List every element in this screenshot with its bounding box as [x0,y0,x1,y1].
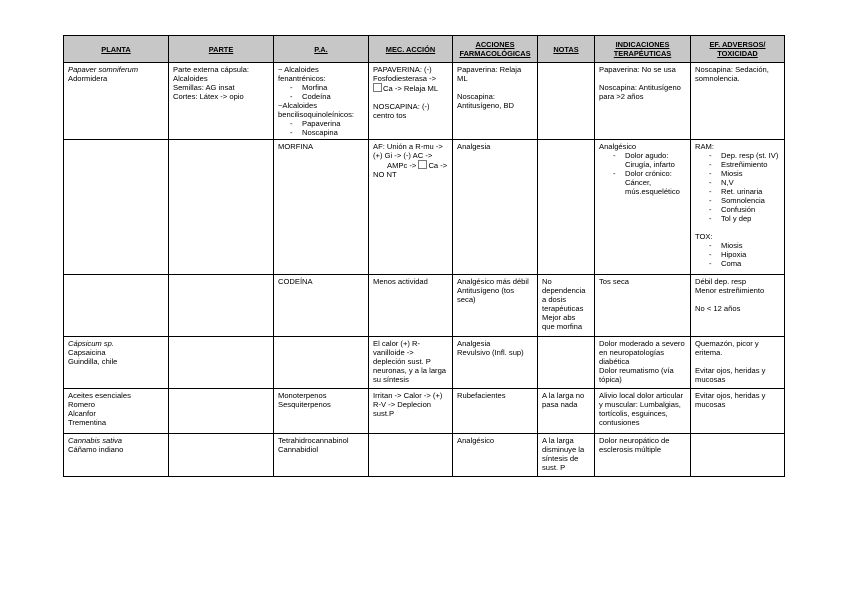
ind-text: Alivio local dolor articular y muscular: Lumbalgias, tortícolis, esguinces, contusiones [599,391,683,427]
cell-ef-adversos [691,337,785,389]
cell-acciones [453,63,538,140]
tox-heading: TOX: [695,232,713,241]
ind-text: Dolor reumatismo (vía tópica) [599,366,674,384]
ef-text: No < 12 años [695,304,741,313]
cell-parte [169,275,274,337]
ef-text: Evitar ojos, heridas y mucosas [695,391,766,409]
cell-ef-adversos [691,275,785,337]
cell-parte [169,389,274,434]
header-parte: PARTE [169,36,274,63]
cell-parte [169,140,274,275]
acc-text: Analgésico [457,436,495,445]
header-indicaciones: INDICACIONES TERAPÉUTICAS [595,36,691,63]
ef-text: Quemazón, picor y eritema. [695,339,759,357]
notas-text: Mejor abs que morfina [542,313,583,331]
cell-indicaciones [595,389,691,434]
species-name: Cápsicum sp. [68,339,115,348]
species-name: Cannabis sativa [68,436,123,445]
cell-mec [369,434,453,477]
pa-list [278,119,364,137]
table-row [64,434,785,477]
ef-text: Evitar ojos, heridas y mucosas [695,366,766,384]
list-item: - Noscapina [290,128,364,137]
ind-heading: Analgésico [599,142,637,151]
ef-text: Débil dep. resp [695,277,747,286]
table-row [64,63,785,140]
pa-text: Tetrahidrocannabinol [278,436,349,445]
mec-text-line [373,160,448,170]
list-item: - Codeína [290,92,364,101]
mec-text: NOSCAPINA: (-) centro tos [373,102,430,120]
cell-mec [369,140,453,275]
list-item: - Estreñimiento [709,160,780,169]
header-notas: NOTAS [538,36,595,63]
common-name: Adormidera [68,74,108,83]
cell-indicaciones [595,140,691,275]
pa-text: Sesquiterpenos [278,400,331,409]
cell-indicaciones [595,275,691,337]
mec-text: AF: Unión a R-mu -> [373,142,443,151]
mec-text: Menos actividad [373,277,428,286]
ef-text: Noscapina: Sedación, somnolencia. [695,65,769,83]
parte-line: Semillas: AG insat [173,83,235,92]
acc-text: Revulsivo (Infl. sup) [457,348,524,357]
pa-text: Cannabidiol [278,445,319,454]
cell-indicaciones [595,63,691,140]
list-item: - Tol y dep [709,214,780,223]
acc-text: Noscapina: Antitusígeno, BD [457,92,514,110]
table-row [64,140,785,275]
ram-heading: RAM: [695,142,714,151]
cell-notas [538,63,595,140]
cell-planta [64,63,169,140]
cell-pa [274,389,369,434]
header-ef-adversos: EF. ADVERSOS/ TOXICIDAD [691,36,785,63]
ef-text: Menor estreñimiento [695,286,765,295]
header-pa: P.A. [274,36,369,63]
ind-text: Noscapina: Antitusígeno para >2 años [599,83,681,101]
cell-notas [538,337,595,389]
cell-indicaciones [595,434,691,477]
acc-text: Analgesia [457,339,491,348]
cell-notas [538,434,595,477]
parte-line: Alcaloides [173,74,208,83]
mec-text: PAPAVERINA: (-) Fosfodiesterasa -> [373,65,437,83]
ind-text: Dolor moderado a severo en neuropatologías diabética [599,339,685,366]
list-item: - Ret. urinaria [709,187,780,196]
common-name: Capsaicina [68,348,106,357]
table-row [64,275,785,337]
species-name: Papaver somniferum [68,65,139,74]
cell-acciones [453,434,538,477]
cell-mec [369,337,453,389]
acc-text: Analgesia [457,142,491,151]
mec-text: NO NT [373,170,397,179]
cell-planta [64,337,169,389]
acc-text: Analgésico más débil Antitusígeno (tos seca) [457,277,529,304]
notas-text: A la larga no pasa nada [542,391,585,409]
pa-text: Monoterpenos [278,391,327,400]
notas-text: A la larga disminuye la síntesis de sust. P [542,436,585,472]
header-row [64,36,785,63]
pa-text: CODEÍNA [278,277,313,286]
cell-notas [538,389,595,434]
cell-ef-adversos [691,434,785,477]
parte-line: Parte externa cápsula: [173,65,249,74]
missing-glyph-icon [373,83,382,92]
cell-mec [369,389,453,434]
header-acciones: ACCIONES FARMACOLÓGICAS [453,36,538,63]
mec-text: Irritan -> Calor -> (+) R-V -> Deplecion sust.P [373,391,443,418]
list-item: - Coma [709,259,780,268]
cell-pa [274,63,369,140]
plant-line: Trementina [68,418,107,427]
cell-planta [64,389,169,434]
notas-text: No dependencia a dosis terapéuticas [542,277,586,313]
cell-parte [169,337,274,389]
ind-text: Dolor neuropático de esclerosis múltiple [599,436,670,454]
cell-mec [369,63,453,140]
list-item: - Dolor agudo: Cirugía, infarto [613,151,686,169]
list-item: - Miosis [709,241,780,250]
cell-ef-adversos [691,63,785,140]
cell-planta [64,434,169,477]
pa-group-heading: ~Alcaloides bencilisoquinoleínicos: [278,101,354,119]
tox-list [695,241,780,268]
list-item: - Morfina [290,83,364,92]
cell-ef-adversos [691,389,785,434]
cell-indicaciones [595,337,691,389]
cell-ef-adversos [691,140,785,275]
mec-text: El calor (+) R-vanilloide -> depleción sust. P neuronas, y a la larga su síntesis [373,339,447,384]
table-row [64,389,785,434]
ind-text: Tos seca [599,277,629,286]
cell-parte [169,63,274,140]
pa-list [278,83,364,101]
plant-line: Alcanfor [68,409,96,418]
cell-acciones [453,337,538,389]
mec-text: (+) Gi -> (-) AC -> [373,151,433,160]
cell-parte [169,434,274,477]
acc-text: Rubefacientes [457,391,506,400]
mec-text-line [373,83,448,93]
mec-text: Ca -> Relaja ML [383,84,439,93]
cell-pa [274,434,369,477]
pa-group-heading: ~ Alcaloides fenantrénicos: [278,65,326,83]
cell-pa [274,140,369,275]
plant-line: Romero [68,400,96,409]
list-item: - Dep. resp (st. IV) [709,151,780,160]
header-mec-accion: MEC. ACCIÓN [369,36,453,63]
parte-line: Cortes: Látex -> opio [173,92,244,101]
plant-line: Aceites esenciales [68,391,131,400]
table-row [64,337,785,389]
cell-planta [64,140,169,275]
common-name: Guindilla, chile [68,357,118,366]
cell-acciones [453,140,538,275]
common-name: Cáñamo indiano [68,445,124,454]
ram-list [695,151,780,223]
cell-pa [274,275,369,337]
cell-notas [538,275,595,337]
pa-text: MORFINA [278,142,314,151]
list-item: - N,V [709,178,780,187]
cell-notas [538,140,595,275]
cell-planta [64,275,169,337]
mec-text: Ca -> [428,161,448,170]
mec-text: AMPc -> [387,161,417,170]
cell-mec [369,275,453,337]
list-item: - Miosis [709,169,780,178]
ind-text: Papaverina: No se usa [599,65,676,74]
list-item: - Hipoxia [709,250,780,259]
cell-acciones [453,389,538,434]
list-item: - Papaverina [290,119,364,128]
cell-acciones [453,275,538,337]
ind-list [599,151,686,196]
missing-glyph-icon [418,160,427,169]
list-item: - Somnolencia [709,196,780,205]
header-planta: PLANTA [64,36,169,63]
pharmacology-table [63,35,785,477]
acc-text: Papaverina: Relaja ML [457,65,522,83]
cell-pa [274,337,369,389]
list-item: - Confusión [709,205,780,214]
list-item: - Dolor crónico: Cáncer, mús.esquelético [613,169,686,196]
